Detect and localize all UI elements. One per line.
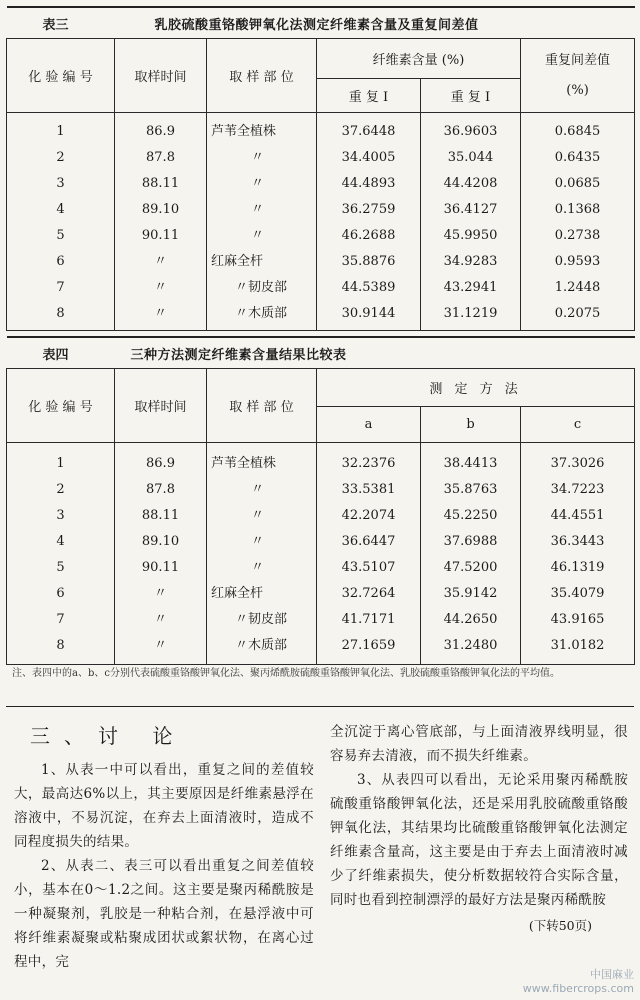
table-4-data [7,443,635,665]
table-cell: 35.4079 [550,586,605,601]
table-cell: 43.5107 [341,560,396,575]
table-cell: 36.4127 [443,202,498,217]
table-4-title: 三种方法测定纤维素含量结果比较表 [115,337,635,369]
header-b: b [421,407,521,443]
header-time: 取样时间 [115,369,207,443]
table-cell: 〃 [153,306,167,321]
table-4-header-row [7,369,635,407]
table-cell: 芦苇全植株 [211,456,277,471]
table-cell: 89.10 [141,202,180,217]
table-3 [6,6,635,331]
table-cell: 31.1219 [443,306,498,321]
table-cell: 1.2448 [554,280,601,295]
section-divider [6,706,634,707]
table-cell: 〃 [251,228,265,243]
table-cell: 35.044 [447,150,494,165]
table-cell: 45.9950 [443,228,498,243]
table-cell: 32.7264 [341,586,396,601]
table-cell: 38.4413 [443,456,498,471]
table-cell: 42.2074 [341,508,396,523]
header-time: 取样时间 [115,39,207,113]
table-note: 注、表四中的a、b、c分别代表硫酸重铬酸钾氧化法、聚丙烯酰胺硫酸重铬酸钾氧化法、乳胶硫酸重铬酸钾氧化法的平均值。 [12,668,560,679]
table-3-data [7,113,635,331]
table-cell: 〃 [251,482,265,497]
table-cell: 〃韧皮部 [235,280,288,295]
table-cell: 〃 [251,534,265,549]
table-cell: 〃 [153,638,167,653]
table-3-caption [7,7,635,39]
table-cell: 88.11 [141,508,180,523]
table-cell: 红麻全杆 [211,254,264,269]
table-cell: 35.8763 [443,482,498,497]
table-cell: 87.8 [146,150,175,165]
table-cell: 0.0685 [554,176,601,191]
table-cell: 32.2376 [341,456,396,471]
table-cell: 31.0182 [550,638,605,653]
table-cell: 88.11 [141,176,180,191]
table-cell: 〃 [153,612,167,627]
table-cell: 4 [56,534,65,549]
table-cell: 44.5389 [341,280,396,295]
header-diff-unit: (%) [566,82,589,98]
table-cell: 44.2650 [443,612,498,627]
header-part: 取 样 部 位 [207,369,317,443]
header-fiber-group: 纤维素含量 (%) [317,39,521,79]
header-a: a [317,407,421,443]
paragraph-2: 2、从表二、表三可以看出重复之间差值较小，基本在0～1.2之间。这主要是聚丙稀酰胺是一种凝聚剂，乳胶是一种粘合剂，在悬浮液中可将纤维素凝聚或粘聚成团状或絮状物，在离心过程中，完 [14,858,314,970]
table-cell: 〃 [251,176,265,191]
table-cell: 44.4893 [341,176,396,191]
table-cell: 43.9165 [550,612,605,627]
table-cell: 〃 [251,202,265,217]
table-cell: 36.6447 [341,534,396,549]
table-cell: 35.8876 [341,254,396,269]
table-cell: 86.9 [146,124,175,139]
table-cell: 〃木质部 [235,306,288,321]
table-cell: 6 [56,254,65,269]
table-cell: 4 [56,202,65,217]
table-cell: 〃韧皮部 [235,612,288,627]
header-id: 化 验 编 号 [7,369,115,443]
table-cell: 46.1319 [550,560,605,575]
paragraph-2-continuation: 全沉淀于离心管底部，与上面清液界线明显，很容易弃去清液，而不损失纤维素。 [330,724,628,764]
table-cell: 34.7223 [550,482,605,497]
table-cell: 36.2759 [341,202,396,217]
table-cell: 8 [56,306,65,321]
table-cell: 〃 [153,586,167,601]
table-cell: 45.2250 [443,508,498,523]
header-id: 化 验 编 号 [7,39,115,113]
table-cell: 37.3026 [550,456,605,471]
table-cell: 芦苇全植株 [211,124,277,139]
table-cell: 1 [56,124,65,139]
table-cell: 0.2075 [554,306,601,321]
table-cell: 34.9283 [443,254,498,269]
table-cell: 〃 [153,254,167,269]
table-cell: 2 [56,150,65,165]
table-cell: 31.2480 [443,638,498,653]
header-diff [521,39,635,113]
table-cell: 90.11 [141,228,180,243]
table-cell: 30.9144 [341,306,396,321]
table-cell: 89.10 [141,534,180,549]
table-cell: 0.9593 [554,254,601,269]
table-4 [6,336,635,665]
table-cell: 87.8 [146,482,175,497]
table-cell: 7 [56,280,65,295]
table-cell: 47.5200 [443,560,498,575]
table-cell: 6 [56,586,65,601]
table-cell: 〃 [251,150,265,165]
table-cell: 90.11 [141,560,180,575]
table-cell: 〃 [251,560,265,575]
table-cell: 36.3443 [550,534,605,549]
table-cell: 7 [56,612,65,627]
paragraph-3: 3、从表四可以看出，无论采用聚丙稀酰胺硫酸重铬酸钾氧化法，还是采用乳胶硫酸重铬酸钾氧化法，其结果均比硫酸重铬酸钾氧化法测定纤维素含量高，这主要是由于弃去上面清液时减少了纤维素损失，使分析数据较符合实际含量，同时也看到控制漂浮的最好方法是聚丙稀酰胺 [330,772,628,908]
table-cell: 86.9 [146,456,175,471]
table-cell: 37.6448 [341,124,396,139]
watermark [523,968,634,996]
discussion-right-column [330,720,628,938]
header-part: 取 样 部 位 [207,39,317,113]
header-diff-label: 重复间差值 [545,52,611,68]
discussion-heading: 三、讨 论 [30,724,187,748]
table-cell: 27.1659 [341,638,396,653]
table-cell: 〃 [251,508,265,523]
table-cell: 0.2738 [554,228,601,243]
table-4-caption [7,337,635,369]
table-cell: 1 [56,456,65,471]
table-cell: 37.6988 [443,534,498,549]
table-cell: 41.7171 [341,612,396,627]
header-c: c [521,407,635,443]
table-3-header-row [7,39,635,79]
table-cell: 2 [56,482,65,497]
table-cell: 44.4551 [550,508,605,523]
table-3-label: 表三 [7,7,115,39]
table-cell: 〃木质部 [235,638,288,653]
table-cell: 44.4208 [443,176,498,191]
header-rep1: 重 复 I [317,79,421,113]
table-cell: 34.4005 [341,150,396,165]
table-cell: 0.1368 [554,202,601,217]
watermark-line-1: 中国麻业 [590,968,634,981]
header-method-group: 测 定 方 法 [317,369,635,407]
paragraph-1: 1、从表一中可以看出，重复之间的差值较大，最高达6%以上，其主要原因是纤维素悬浮在溶液中，不易沉淀，在弃去上面清液时，造成不同程度损失的结果。 [14,762,314,850]
table-cell: 8 [56,638,65,653]
table-cell: 3 [56,508,65,523]
table-3-title: 乳胶硫酸重铬酸钾氧化法测定纤维素含量及重复间差值 [115,7,635,39]
header-rep2: 重 复 I [421,79,521,113]
table-cell: 5 [56,560,65,575]
table-cell: 33.5381 [341,482,396,497]
table-cell: 〃 [153,280,167,295]
watermark-line-2: www.fibercrops.com [522,982,634,995]
table-cell: 43.2941 [443,280,498,295]
table-cell: 0.6435 [554,150,601,165]
discussion-left-column [14,720,314,974]
table-cell: 46.2688 [341,228,396,243]
table-4-label: 表四 [7,337,115,369]
table-cell: 35.9142 [443,586,498,601]
table-cell: 3 [56,176,65,191]
table-cell: 5 [56,228,65,243]
continued-note: (下转50页) [528,918,592,933]
table-cell: 红麻全杆 [211,586,264,601]
table-cell: 36.9603 [443,124,498,139]
table-cell: 0.6845 [554,124,601,139]
